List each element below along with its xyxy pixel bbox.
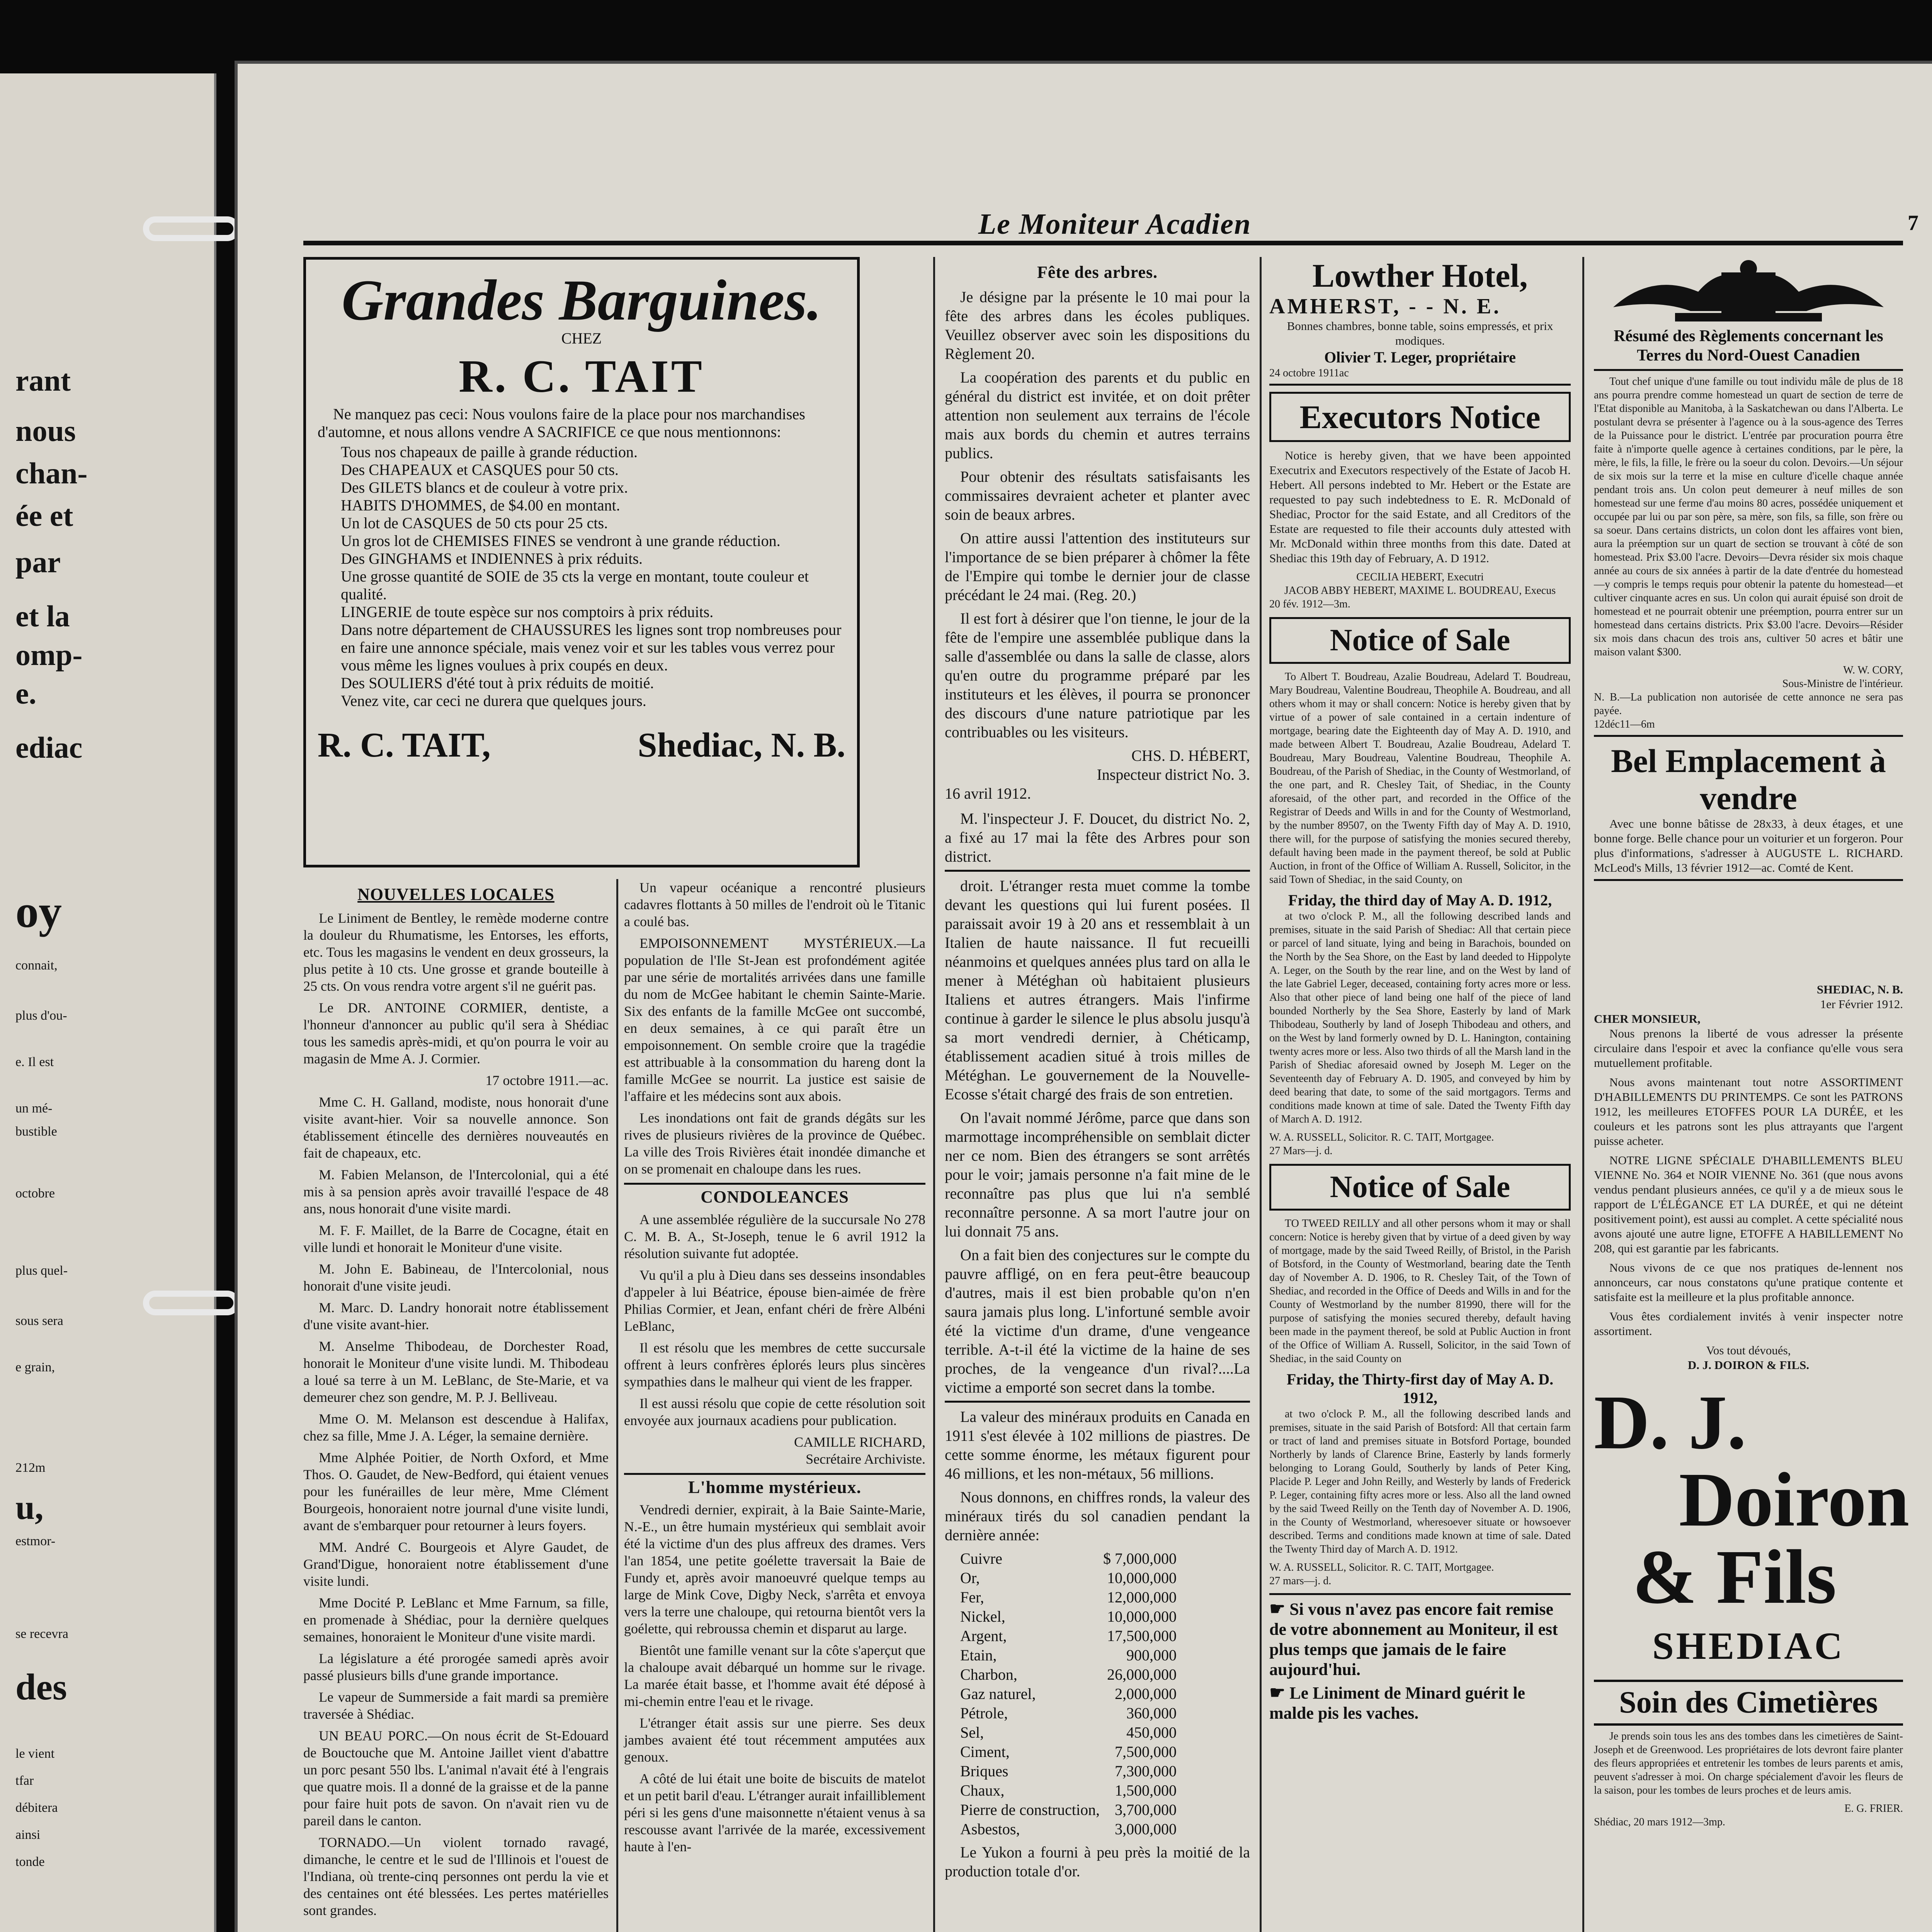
notice-of-sale-foot: 27 Mars—j. d. [1269, 1145, 1333, 1157]
section-body [303, 910, 609, 1919]
left-fragment: plus quel- [15, 1264, 68, 1278]
left-fragment: par [15, 545, 61, 579]
left-fragment: chan- [15, 456, 88, 490]
left-fragment: le vient [15, 1747, 55, 1761]
binder-ring [143, 1291, 240, 1315]
news-item: TORNADO.—Un violent tornado ravagé, dimanche, le centre et le sud de l'Illinois et l'ouest de l'Indiana, où trente-cinq personnes ont perdu la vie et des centaines ont été blessées. Les pertes matérielles sont grandes. [303, 1835, 609, 1918]
liniment-ad: Le Liniment de Minard guérit le malde pis les vaches. [1269, 1684, 1526, 1723]
left-fragment: ediac [15, 731, 83, 764]
condoleances-title: CONDOLEANCES [624, 1183, 925, 1206]
left-fragment: connait, [15, 958, 58, 973]
left-fragment: omp- [15, 638, 83, 672]
executors-signature: JACOB ABBY HEBERT, MAXIME L. BOUDREAU, Execus [1284, 585, 1556, 597]
ad-body [318, 405, 845, 710]
mineral-row [960, 1704, 1177, 1723]
news-item: Mme O. M. Melanson est descendue à Halifax, chez sa fille, Mme J. A. Léger, la semaine dernière. [303, 1411, 609, 1444]
notice-of-sale-date: Friday, the Thirty-first day of May A. D. 1912, [1286, 1371, 1554, 1406]
executors-notice-title: Executors Notice [1269, 392, 1571, 442]
column-rule [1582, 257, 1584, 1932]
mineral-name: Briques [960, 1762, 1009, 1780]
mysterious-man-title: L'homme mystérieux. [624, 1473, 925, 1496]
column-3-body [945, 287, 1250, 1544]
homestead-signature-title: Sous-Ministre de l'intérieur. [1782, 678, 1903, 690]
homestead-regulations-title: Résumé des Règlements concernant les Terres du Nord-Ouest Canadien [1594, 327, 1903, 371]
letter-signature: D. J. DOIRON & FILS. [1687, 1358, 1810, 1372]
mineral-name: Argent, [960, 1627, 1007, 1645]
mineral-row [960, 1646, 1177, 1665]
news-item: Les inondations ont fait de grands dégâts sur les rives de plusieurs rivières de la province de Québec. La ville des Trois Rivières était inondée dimanche et on se promenait en chaloupe dans les rues. [624, 1110, 925, 1177]
ad-line: Tous nos chapeaux de paille à grande réduction. [341, 443, 638, 461]
notice-of-sale-text: TO TWEED REILLY and all other persons whom it may or shall concern: Notice is hereby given that by virtue of a deed given by way of mortgage, made by the said Tweed Reilly, of Bristol, in the Parish of Botsford, in the County of Westmorland, bearing date the Tenth day of November A. D. 1906, to R. Chesley Tait, of the Town of Shediac, and recorded in the Office of Deeds and Wills in and for the County of Westmorland by the number 81990, there will for the purpose of satisfying the monies secured thereby, default having been made in the payment thereof, be sold at Public Auction in front of the Office of William A. Russell, Solicitor, in the said Town of Shediac, in the said County on [1269, 1218, 1571, 1365]
doiron-logo [1594, 1380, 1910, 1620]
letter-para: Vous êtes cordialement invités à venir inspecter notre assortiment. [1594, 1310, 1903, 1338]
homestead-regulations-text: Tout chef unique d'une famille ou tout individu mâle de plus de 18 ans pourra prendre comme homestead un quart de section de terre de l'Etat disponible au Manitoba, à la Saskatchewan ou dans l'Alberta. Le postulant devra se présenter à l'agence ou à la sous-agence des Terres de la Puissance pour le district. L'entrée par procuration pourra être faite à n'importe quelle agence à certaines conditions, par le père, la mère, le fils, la fille, le frère ou la soeur du colon. Devoirs.—Un séjour de six mois sur la terre et la mise en culture d'icelle chaque année pendant trois ans. Un colon peut demeurer à neuf milles de son homestead sur une ferme d'au moins 80 acres, possédée uniquement et occupée par lui ou par son père, sa mère, son fils, sa fille, son frère ou sa soeur. Dans certains districts, un colon dont les affaires vont bien, aura la préemption sur un quart de section se trouvant à côté de son homestead. Prix $3.00 l'acre. Devoirs—Devra résider six mois chaque année au cours de six années à partir de la date d'entrée du homestead—y compris le temps requis pour obtenir la patente du homestead—et cultiver cinquante acres en sus. Un colon qui aurait épuisé son droit de homestead et ne pourrait obtenir une préemption, pourra entrer sur un homestead dans certains districts. Prix $3.00 l'acre. Devoirs—Résider six mois dans chacun des trois ans, cultiver 50 acres et bâtir une maison valant $300. [1594, 376, 1903, 658]
arbor-day-para: On attire aussi l'attention des instituteurs sur l'importance de se bien préparer à chômer la fête de l'Empire qui tombe le dernier jour de classe précédant le 24 mai. (Reg. 20.) [945, 529, 1250, 604]
mineral-value: 10,000,000 [1107, 1608, 1177, 1625]
column-rule [616, 879, 618, 1932]
ad-intro: Ne manquez pas ceci: Nous voulons faire de la place pour nos marchandises d'automne, et nous allons vendre A SACRIFICE ce que nous mentionnons: [318, 405, 805, 440]
news-item: UN BEAU PORC.—On nous écrit de St-Edouard de Bouctouche que M. Antoine Jaillet vient d'abattre un porc pesant 550 lbs. L'animal n'avait été à l'engrais que quatre mois. Il a donné de la graisse et de la panne pour faire huit pots de savon. On n'avait rien vu de pareil dans le canton. [303, 1728, 609, 1828]
news-item: M. Anselme Thibodeau, de Dorchester Road, honorait le Moniteur d'une visite lundi. M. Thibodeau a loué sa terre à un M. LeBlanc, de Ste-Marie, et va demeurer chez son gendre, M. P. J. Belliveau. [303, 1338, 609, 1405]
letter-closing: Vos tout dévoués, [1706, 1344, 1791, 1357]
letter-date: 1er Février 1912. [1820, 997, 1903, 1011]
news-item: M. l'inspecteur J. F. Doucet, du district No. 2, a fixé au 17 mai la fête des Arbres pour son district. [945, 809, 1250, 872]
letter-para: Nous vivons de ce que nos pratiques de-lennent nos annonceurs, car nous constatons qu'une pratique contente et satisfaite est la meilleure et la plus profitable annonce. [1594, 1261, 1903, 1304]
news-item: M. F. F. Maillet, de la Barre de Cocagne, était en ville lundi et honorait le Moniteur d'une visite. [303, 1223, 609, 1255]
inspector-signature: CHS. D. HÉBERT, [1131, 747, 1250, 764]
mineral-row [960, 1742, 1177, 1762]
mineral-name: Sel, [960, 1724, 984, 1741]
mineral-value: 900,000 [1126, 1646, 1177, 1664]
mineral-row [960, 1723, 1177, 1742]
mineral-value: 3,700,000 [1115, 1801, 1177, 1818]
cemetery-care-text: Je prends soin tous les ans des tombes dans les cimetières de Saint-Joseph et de Greenwood. Les propriétaires de lots devront faire planter des fleurs appropriées et entretenir les tombes de leurs parents et amis, peuvent s'adresser à moi. On charge spécialement d'avoir les fleurs de la saison, pour les tombes de leurs proches et de leurs amis. [1594, 1730, 1903, 1796]
mineral-name: Nickel, [960, 1608, 1005, 1625]
news-item: Mme Docité P. LeBlanc et Mme Farnum, sa fille, en promenade à Shédiac, pour la dernière quelques semaines, honoraient le Moniteur d'une visite mardi. [303, 1595, 609, 1645]
notice-of-sale-signature: W. A. RUSSELL, Solicitor. R. C. TAIT, Mortgagee. [1269, 1131, 1494, 1143]
bel-emplacement-title: Bel Emplacement à vendre [1611, 742, 1886, 816]
tait-advertisement [303, 257, 860, 867]
mysterious-man-para: Vendredi dernier, expirait, à la Baie Sainte-Marie, N.-E., un être humain mystérieux qui semblait avoir été la victime d'un des plus affreux des drames. Vers l'an 1854, une petite goélette traversait la Baie de Fundy et, après avoir manoeuvré quelque temps au large de Mink Cove, Digby Neck, s'arrêta et envoya vers la terre une chaloupe, qui retourna bientôt vers la goélette, qui rebroussa chemin et disparut au large. [624, 1502, 925, 1636]
letter-para: Nous avons maintenant tout notre ASSORTIMENT D'HABILLEMENTS DU PRINTEMPS. Ce sont les PATRONS 1912, les meilleures ETOFFES POUR LA DURÉE, et les couleurs et les patrons sont les plus attrayants que l'argent puisse acheter. [1594, 1075, 1903, 1148]
mineral-name: Pierre de construction, [960, 1801, 1100, 1818]
arbor-day-title: Fête des arbres. [1037, 263, 1158, 282]
arbor-day-para: La coopération des parents et du public en général du district est invitée, et on doit prêter attention non seulement aux terrains de l'école mais aux bords du chemin et autres terrains publics. [945, 369, 1250, 462]
left-fragment: plus d'ou- [15, 1009, 67, 1023]
mineral-row [960, 1781, 1177, 1800]
page-number: 7 [1908, 211, 1918, 235]
doiron-line: & Fils [1633, 1534, 1837, 1620]
news-item: droit. L'étranger resta muet comme la tombe devant les questions qui lui furent posées. Il paraissait avoir 19 à 20 ans et ressemblait à un Italien de haute naissance. Il fut recueilli néanmoins et quelques années plus tard on alla le mener à Météghan où habitaient plusieurs Italiens et autres étrangers. Mais l'infirme continue à garder le silence le plus absolu jusqu'à sa mort vendredi dernier, à Chéticamp, établissement acadien situé à trois milles de Météghan. Le gouvernement de la Nouvelle-Ecosse s'était chargé des frais de son entretien. [945, 877, 1250, 1103]
ad-line: Des GINGHAMS et INDIENNES à prix réduits. [341, 550, 643, 567]
mineral-name: Charbon, [960, 1666, 1017, 1683]
letter-para: Nous prenons la liberté de vous adresser la présente circulaire dans l'espoir et avec la confiance qu'elle vous sera mutuellement profitable. [1594, 1027, 1903, 1070]
coat-of-arms-icon [1605, 257, 1891, 327]
inspector-title: Inspecteur district No. 3. [1097, 766, 1250, 783]
nouvelles-locales [303, 879, 609, 1923]
news-item: Le DR. ANTOINE CORMIER, dentiste, a l'honneur d'annoncer au public qu'il sera à Shédiac tous les samedis après-midi, et qu'on pourra le voir au magasin de Mme A. J. Cormier. [303, 1000, 609, 1066]
news-item: Le Yukon a fourni à peu près la moitié de la production totale d'or. [945, 1844, 1250, 1880]
news-item: Un vapeur océanique a rencontré plusieurs cadavres flottants à 50 milles de l'endroit où le Titanic a coulé bas. [624, 880, 925, 929]
executors-notice-text: Notice is hereby given, that we have been appointed Executrix and Executors respectively of the Estate of Jacob H. Hebert. All persons indebted to Mr. Hebert or the Estate are requested to pay such indebtedness to E. R. McDonald of Shediac, Proctor for the said Estate, and all Creditors of the Estate are requested to file their accounts duly attested with Mr. McDonald within three months from this date. Dated at Shediac this 19th day of February, A. D 1912. [1269, 449, 1571, 565]
ad-line: Dans notre département de CHAUSSURES les lignes sont trop nombreuses pour en faire une annonce spéciale, mais venez voir et sur les tables vous verrez pour vous même les lignes voulues à prix coupés en deux. [341, 621, 842, 674]
left-fragment: e. [15, 677, 37, 710]
left-fragment: bustible [15, 1124, 57, 1139]
mineral-row [960, 1665, 1177, 1684]
mysterious-man-para: A côté de lui était une boite de biscuits de matelot et un petit baril d'eau. L'étranger aurait infailliblement péri si les gens d'une maisonnette n'étaient venus à sa rescousse avant l'arrivée de la marée, excessivement haute à l'en- [624, 1771, 925, 1854]
condoleances-signature-title: Secrétaire Archiviste. [806, 1451, 925, 1467]
condoleances-signature: CAMILLE RICHARD, [794, 1434, 925, 1450]
news-item: La valeur des minéraux produits en Canada en 1911 s'est élevée à 102 millions de piastres. De cette somme énorme, les métaux figurent pour 46 millions, et les non-métaux, 56 millions. [945, 1408, 1250, 1482]
mysterious-man-para: Bientôt une famille venant sur la côte s'aperçut que la chaloupe avait débarqué un homme sur le rivage. La marée était basse, et l'homme avait été déposé à mi-chemin entre l'eau et le rivage. [624, 1643, 925, 1709]
doiron-line: D. J. [1594, 1380, 1747, 1465]
mineral-name: Chaux, [960, 1782, 1005, 1799]
bel-emplacement-text: Avec une bonne bâtisse de 28x33, à deux étages, et une bonne forge. Belle chance pour un voiturier et un forgeron. Pour plus d'informations, s'adresser à AUGUSTE L. RICHARD. McLeod's Mills, 13 février 1912—ac. Comté de Kent. [1594, 816, 1903, 881]
mineral-value: 26,000,000 [1107, 1666, 1177, 1683]
left-fragment: u, [15, 1488, 44, 1527]
ad-line: Des GILETS blancs et de couleur à votre prix. [341, 479, 628, 496]
mineral-name: Gaz naturel, [960, 1685, 1036, 1702]
ad-line: Des CHAPEAUX et CASQUES pour 50 cts. [341, 461, 619, 478]
hotel-location: AMHERST, - - N. E. [1269, 294, 1502, 318]
mineral-name: Ciment, [960, 1743, 1010, 1760]
notice-of-sale-text: at two o'clock P. M., all the following described lands and premises, situate in the said Parish of Botsford: All that certain farm or tract of land and premises situate in Botsford Portage, bounded Northerly by lands of Clarence Brine, Easterly by lands formerly belonging to Lorang Gould, Southerly by lands of Peter King, Placide P. Leger and John Reilly, and Westerly by lands of Frederick P. Leger, containing fifty acres more or less. Also all the land owned by the said Tweed Reilly on the Tenth day of November A. D. 1906, in the County of Westmorland, wheresoever situate or howsoever described. Terms and conditions made known at time of sale. Dated the Twenty Third day of March A. D. 1912. [1269, 1408, 1571, 1555]
left-fragment: un mé- [15, 1101, 53, 1116]
mineral-value: 360,000 [1126, 1704, 1177, 1722]
left-fragment: nous [15, 414, 76, 447]
ad-signature-right: Shediac, N. B. [638, 726, 845, 764]
column-2-body [624, 879, 925, 1855]
newspaper-page [238, 64, 1932, 1932]
notice-of-sale-title: Notice of Sale [1269, 1164, 1571, 1211]
masthead-title: Le Moniteur Acadien [978, 208, 1252, 240]
letter-salutation: CHER MONSIEUR, [1594, 1012, 1701, 1026]
mineral-name: Cuivre [960, 1550, 1002, 1567]
condoleances-para: Vu qu'il a plu à Dieu dans ses desseins insondables d'appeler à lui Béatrice, épouse bien-aimée de frère Philias Cormier, et Jean, enfant chéri de frère Albéni LeBlanc, [624, 1267, 925, 1334]
news-item: M. Marc. D. Landry honorait notre établissement d'une visite avant-hier. [303, 1300, 609, 1332]
column-rule [933, 257, 935, 1932]
news-item: M. John E. Babineau, de l'Intercolonial, nous honorait d'une visite jeudi. [303, 1261, 609, 1294]
ad-line: Venez vite, car ceci ne durera que quelques jours. [341, 692, 646, 709]
ad-line: Un lot de CASQUES de 50 cts pour 25 cts. [341, 514, 608, 532]
left-fragment: tfar [15, 1774, 34, 1788]
left-fragment: des [15, 1666, 67, 1708]
mineral-value: 1,500,000 [1115, 1782, 1177, 1799]
news-item: La législature a été prorogée samedi après avoir passé plusieurs bills d'une grande importance. [303, 1651, 609, 1683]
condoleances-para: A une assemblée régulière de la succursale No 278 C. M. B. A., St-Joseph, tenue le 6 avril 1912 la résolution suivante fut adoptée. [624, 1212, 925, 1261]
notice-of-sale-text: at two o'clock P. M., all the following described lands and premises, situate in the said Parish of Shediac: All that certain piece or parcel of land situate, lying and being in Barachois, bounded on the North by the Sea Shore, on the East by land deeded to Hippolyte A. Leger, on the South by the rear line, and on the West by land of the late Gabriel Leger, deceased, containing forty acres more or less. Also that other piece of land being one half of the piece of land bounded Northerly by the Sea Shore, Easterly by land of Mark Thibodeau, Southerly by land of Joseph Thibodeau and others, and on the West by land formerly owned by D. L. Hanington, containing twenty acres more or less. Also two thirds of all the Marsh land in the Parish of Shediac aforesaid owned by Joseph M. Leger on the Seventeenth day of February A. D. 1905, and conveyed by him by deed bearing that date, to some of the said mortgagors. Terms and conditions made known at time of sale. Dated the Twenty Fifth day of March A. D. 1912. [1269, 910, 1571, 1125]
news-item: EMPOISONNEMENT MYSTÉRIEUX.—La population de l'Ile St-Jean est profondément agitée par une série de mortalités arrivées dans une famille du nom de McGee habitant le chemin Sainte-Marie. Six des enfants de la famille McGee ont succombé, en deux semaines, à ce qui paraît être un empoisonnement. On semble croire que la tragédie est attribuable à la consommation du hareng dont la famille McGee se nourrit. La justice est saisie de l'affaire et les médecins sont aux abois. [624, 935, 925, 1104]
news-item: On a fait bien des conjectures sur le compte du pauvre affligé, on en fera peut-être beaucoup d'autres, mais il est bien probable qu'on n'en saura jamais plus long. L'infortuné semble avoir été la victime d'un drame, d'une vengeance terrible. A-t-il été la victime de la haine de ses proches, de la vengeance d'un rival?....La victime a emporté son secret dans la tombe. [945, 1245, 1250, 1403]
mineral-value: 450,000 [1126, 1724, 1177, 1741]
mineral-value: 12,000,000 [1107, 1588, 1177, 1606]
news-item: 17 octobre 1911.—ac. [485, 1073, 609, 1088]
mineral-name: Etain, [960, 1646, 997, 1664]
left-fragment: ainsi [15, 1828, 41, 1842]
ad-merchant-name: R. C. TAIT [459, 350, 704, 402]
condoleances-para: Il est aussi résolu que copie de cette résolution soit envoyée aux journaux acadiens pour publication. [624, 1396, 925, 1428]
hotel-title: Lowther Hotel, [1312, 257, 1528, 294]
news-item: M. Fabien Melanson, de l'Intercolonial, qui a été mis à sa pension après avoir travaillé l'espace de 48 ans, nous honorait d'une visite mardi. [303, 1167, 609, 1216]
ad-line: LINGERIE de toute espèce sur nos comptoirs à prix réduits. [341, 603, 714, 621]
mineral-value: 3,000,000 [1115, 1820, 1177, 1838]
hotel-text: Bonnes chambres, bonne table, soins empressés, et prix modiques. [1287, 319, 1553, 347]
cemetery-care-signature: E. G. FRIER. [1844, 1803, 1903, 1815]
letter-para: NOTRE LIGNE SPÉCIALE D'HABILLEMENTS BLEU VIENNE No. 364 et NOIR VIENNE No. 361 (que nous avons vendus pendant plusieurs années, ce qu'il y a de mieux sous le rapport de L'ÉLÉGANCE ET LA DURÉE, et qui ne déteint positivement point), est aussi au complet. A cette spécialité nous avons ajouté une autre ligne, ETOFFE A HABILLEMENT No 208, qui est garantie par les fabricants. [1594, 1153, 1903, 1255]
mineral-row [960, 1684, 1177, 1704]
doiron-town: SHEDIAC [1652, 1624, 1845, 1667]
cemetery-care-date: Shédiac, 20 mars 1912—3mp. [1594, 1816, 1725, 1828]
mineral-row [960, 1607, 1177, 1626]
pointing-hand-icon: ☛ [1269, 1683, 1286, 1702]
executors-date: 20 fév. 1912—3m. [1269, 598, 1350, 610]
left-fragment: sous sera [15, 1314, 63, 1328]
news-item: MM. André C. Bourgeois et Alyre Gaudet, de Grand'Digue, honoraient notre établissement d'une visite lundi. [303, 1539, 609, 1589]
mineral-value: 7,500,000 [1115, 1743, 1177, 1760]
lowther-hotel-ad [1269, 257, 1571, 386]
ad-signature-left: R. C. TAIT, [318, 726, 491, 764]
subscription-reminder: Si vous n'avez pas encore fait remise de votre abonnement au Moniteur, il est plus temps que jamais de le faire aujourd'hui. [1269, 1600, 1558, 1679]
column-rule [1260, 257, 1262, 1932]
ad-line: HABITS D'HOMMES, de $4.00 en montant. [341, 497, 620, 514]
mineral-name: Fer, [960, 1588, 984, 1606]
left-fragment: se recevra [15, 1627, 68, 1641]
condoleances-para: Il est résolu que les membres de cette succursale offrent à leurs confrères éplorés leurs plus sincères sympathies dans le malheur qui vient de les frapper. [624, 1340, 925, 1389]
mineral-value: 10,000,000 [1107, 1569, 1177, 1587]
ad-chez: CHEZ [561, 330, 602, 347]
left-fragment: tonde [15, 1855, 45, 1869]
homestead-foot: 12déc11—6m [1594, 718, 1903, 737]
left-fragment: 212m [15, 1461, 46, 1475]
news-item: On l'avait nommé Jérôme, parce que dans son marmottage incompréhensible on semblait dicter ner ce nom. Bien des étrangers se sont arrêtés pour le voir; jamais personne n'a fait mine de le reconnaître pas plus que lui n'a semblé reconnaître personne. A sa mort l'autre jour on lui donnait 75 ans. [945, 1109, 1250, 1240]
notice-of-sale-signature: W. A. RUSSELL, Solicitor. R. C. TAIT, Mortgagee. [1269, 1561, 1494, 1573]
column-3 [945, 257, 1250, 1885]
left-fragment: estmor- [15, 1534, 56, 1548]
letter-place: SHEDIAC, N. B. [1816, 983, 1903, 996]
mineral-row [960, 1626, 1177, 1646]
mineral-value: 7,300,000 [1115, 1762, 1177, 1780]
ad-line: Une grosse quantité de SOIE de 35 cts la verge en montant, toute couleur et qualité. [341, 568, 809, 603]
section-title: NOUVELLES LOCALES [357, 885, 554, 904]
mineral-name: Pétrole, [960, 1704, 1008, 1722]
mineral-value: 17,500,000 [1107, 1627, 1177, 1645]
left-fragment: ée et [15, 499, 73, 532]
column-2 [624, 879, 925, 1860]
left-fragment: oy [15, 886, 62, 937]
left-fragment: rant [15, 364, 71, 397]
cemetery-care-title: Soin des Cimetières [1594, 1680, 1903, 1726]
arbor-day-para: Il est fort à désirer que l'on tienne, le jour de la fête de l'empire une assemblée publique dans la salle d'assemblée ou dans la salle de classe, alors qu'en outre du programme préparé par les instituteurs et les élèves, il pourra se prononcer des discours d'une nature patriotique par les contribuables ou les visiteurs. [945, 610, 1250, 741]
mineral-row [960, 1588, 1177, 1607]
arbor-day-para: Pour obtenir des résultats satisfaisants les commissaires devraient acheter et planter avec soin de beaux arbres. [945, 468, 1250, 523]
homestead-signature: W. W. CORY, [1843, 664, 1903, 676]
hotel-date: 24 octobre 1911ac [1269, 367, 1349, 379]
mineral-row [960, 1762, 1177, 1781]
column-4 [1269, 257, 1571, 1723]
mineral-row [960, 1549, 1177, 1568]
masthead [303, 208, 1918, 245]
executors-signature: CECILIA HEBERT, Executri [1356, 571, 1484, 583]
arbor-day-para: Je désigne par la présente le 10 mai pour la fête des arbres dans les écoles publiques. Veuillez observer avec soin les dispositions du Règlement 20. [945, 288, 1250, 362]
mineral-row [960, 1800, 1177, 1820]
mineral-value: 2,000,000 [1115, 1685, 1177, 1702]
hotel-owner: Olivier T. Leger, propriétaire [1324, 349, 1516, 366]
ad-line: Un gros lot de CHEMISES FINES se vendront à une grande réduction. [341, 532, 781, 549]
pointing-hand-icon: ☛ [1269, 1599, 1286, 1619]
doiron-line: Doiron [1679, 1457, 1910, 1543]
binder-ring [143, 216, 240, 241]
left-page-fragment [0, 73, 216, 1932]
news-item: Nous donnons, en chiffres ronds, la valeur des minéraux tirés du sol canadien pendant la dernière année: [945, 1488, 1250, 1544]
left-fragment: e grain, [15, 1360, 55, 1374]
left-fragment: et la [15, 599, 70, 633]
left-fragment: débitera [15, 1801, 58, 1815]
notice-of-sale-date: Friday, the third day of May A. D. 1912, [1288, 891, 1552, 909]
news-item: Mme Alphée Poitier, de North Oxford, et Mme Thos. O. Gaudet, de New-Bedford, qui étaient venues pour les funérailles de leur mère, Mme Clément Bourgeois, honoraient notre journal d'une visite lundi, avant de s'embarquer pour retourner à leurs foyers. [303, 1450, 609, 1533]
arbor-day-date: 16 avril 1912. [945, 785, 1031, 802]
news-item: Mme C. H. Galland, modiste, nous honorait d'une visite avant-hier. Voir sa nouvelle annonce. Son établissement étincelle des dernières nouveautés en fait de chapeaux, etc. [303, 1094, 609, 1161]
mineral-name: Asbestos, [960, 1820, 1020, 1838]
left-fragment: e. Il est [15, 1055, 54, 1069]
mysterious-man-para: L'étranger était assis sur une pierre. Ses deux jambes avaient été tout récemment amputées aux genoux. [624, 1715, 925, 1765]
mineral-value: $ 7,000,000 [1103, 1550, 1177, 1567]
left-fragment: octobre [15, 1186, 55, 1201]
column-5 [1594, 257, 1910, 1829]
notice-of-sale-title: Notice of Sale [1269, 617, 1571, 664]
news-item: Le vapeur de Summerside a fait mardi sa première traversée à Shédiac. [303, 1689, 609, 1722]
mineral-name: Or, [960, 1569, 980, 1587]
notice-of-sale-foot: 27 mars—j. d. [1269, 1575, 1332, 1587]
homestead-note: N. B.—La publication non autorisée de cette annonce ne sera pas payée. [1594, 691, 1903, 717]
ad-signature [318, 725, 845, 765]
news-item: Le Liniment de Bentley, le remède moderne contre la douleur du Rhumatisme, les Entorses, les efforts, etc. Tous les magasins le vendent en deux grosseurs, la plus petite à 10 cts. Une grosse et grande bouteille à 25 cts. On vous rendra votre argent s'il ne guérit pas. [303, 910, 609, 994]
ad-headline: Grandes Barguines. [342, 268, 821, 332]
notice-of-sale-text: To Albert T. Boudreau, Azalie Boudreau, Adelard T. Boudreau, Mary Boudreau, Valentine Boudreau, Theophile A. Boudreau, and all others whom it may or shall concern: Notice is hereby given that by virtue of a power of sale contained in a certain indenture of mortgage, bearing date the Eighteenth day of May A. D. 1910, and made between Albert T. Boudreau, Azalie Boudreau, Adelard T. Boudreau, Mary Boudreau, Valentine Boudreau, Theophile A. Boudreau, of the Parish of Shediac, in the County of Westmorland, of the one part, and R. Chesley Tait, of Shediac, in the County aforesaid, of the other part, and recorded in the Office of the Registrar of Deeds and Wills in and for the County of Westmorland, by the number 89507, on the Twenty Fifth day of May A. D. 1910, there will, for the purpose of satisfying the monies secured thereby, default having been made in the payment thereof, be sold at Public Auction, in front of the Office of William A. Russell, Solicitor, in the said Town of Shediac, in the said County, on [1269, 671, 1571, 886]
minerals-table [960, 1549, 1250, 1839]
mineral-row [960, 1820, 1177, 1839]
mineral-row [960, 1568, 1177, 1588]
ad-line: Des SOULIERS d'été tout à prix réduits de moitié. [341, 674, 654, 692]
